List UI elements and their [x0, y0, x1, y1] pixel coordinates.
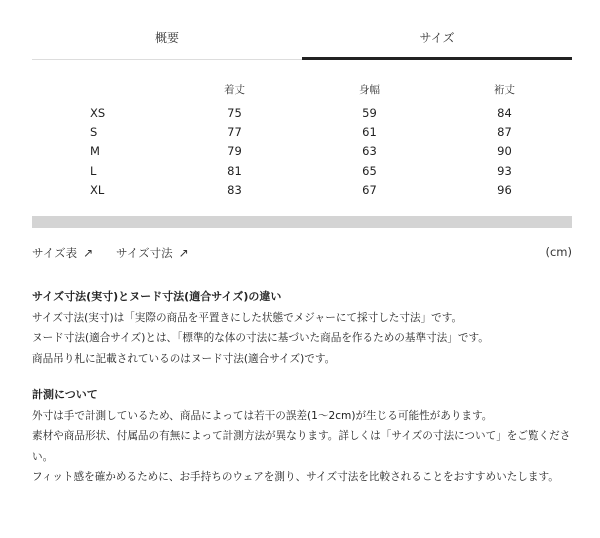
cell-sleeve: 90	[497, 144, 512, 159]
size-table	[32, 76, 572, 200]
table-row	[32, 161, 572, 180]
size-label: S	[90, 125, 98, 140]
note-line: 素材や商品形状、付属品の有無によって計測方法が異なります。詳しくは「サイズの寸法について」をご覧ください。	[32, 430, 571, 463]
header-length: 着丈	[224, 84, 245, 96]
size-label: L	[90, 163, 97, 178]
unit-label: (cm)	[545, 245, 572, 259]
cell-length: 77	[227, 125, 242, 140]
section-title: 計測について	[32, 388, 98, 401]
external-arrow-icon: ↗	[178, 246, 189, 260]
size-notes	[32, 287, 577, 488]
size-label: XS	[90, 105, 106, 120]
cell-width: 63	[362, 144, 377, 159]
cell-sleeve: 84	[497, 105, 512, 120]
cell-sleeve: 96	[497, 183, 512, 198]
note-line: フィット感を確かめるために、お手持ちのウェアを測り、サイズ寸法を比較されることをおすすめいたします。	[32, 471, 559, 483]
header-sleeve: 裄丈	[494, 84, 515, 96]
size-measure-label: サイズ寸法	[116, 246, 173, 260]
cell-length: 79	[227, 144, 242, 159]
cell-width: 59	[362, 105, 377, 120]
external-arrow-icon: ↗	[83, 246, 94, 260]
tab-overview[interactable]: 概要	[154, 31, 179, 45]
note-line: 商品吊り札に記載されているのはヌード寸法(適合サイズ)です。	[32, 352, 336, 365]
size-chart-label: サイズ表	[32, 246, 78, 260]
cell-sleeve: 93	[497, 163, 512, 178]
cell-length: 83	[227, 183, 242, 198]
note-line: サイズ寸法(実寸)は「実際の商品を平置きにした状態でメジャーにて採寸した寸法」です。	[32, 311, 463, 324]
section-title: サイズ寸法(実寸)とヌード寸法(適合サイズ)の違い	[32, 290, 282, 303]
cell-width: 67	[362, 183, 377, 198]
cell-length: 75	[227, 105, 242, 120]
header-size	[32, 76, 167, 103]
table-row	[32, 103, 572, 122]
cell-width: 61	[362, 125, 377, 140]
table-row	[32, 122, 572, 141]
cell-length: 81	[227, 163, 242, 178]
tab-bar	[32, 18, 572, 60]
size-measure-link[interactable]	[116, 245, 189, 261]
table-row	[32, 142, 572, 161]
header-width: 身幅	[359, 84, 380, 96]
table-header-row	[32, 76, 572, 103]
size-chart-link[interactable]	[32, 245, 93, 261]
cell-width: 65	[362, 163, 377, 178]
size-label: M	[90, 144, 100, 159]
tab-size[interactable]: サイズ	[419, 31, 455, 45]
size-links	[32, 245, 572, 261]
table-row	[32, 181, 572, 200]
note-line: 外寸は手で計測しているため、商品によっては若干の誤差(1〜2cm)が生じる可能性があります。	[32, 409, 493, 422]
note-line: ヌード寸法(適合サイズ)とは、「標準的な体の寸法に基づいた商品を作るための基準寸法」です。	[32, 332, 489, 344]
cell-sleeve: 87	[497, 125, 512, 140]
spacer	[32, 369, 577, 385]
active-tab-indicator	[302, 57, 572, 60]
horizontal-scrollbar[interactable]	[32, 216, 572, 228]
size-label: XL	[90, 183, 105, 198]
